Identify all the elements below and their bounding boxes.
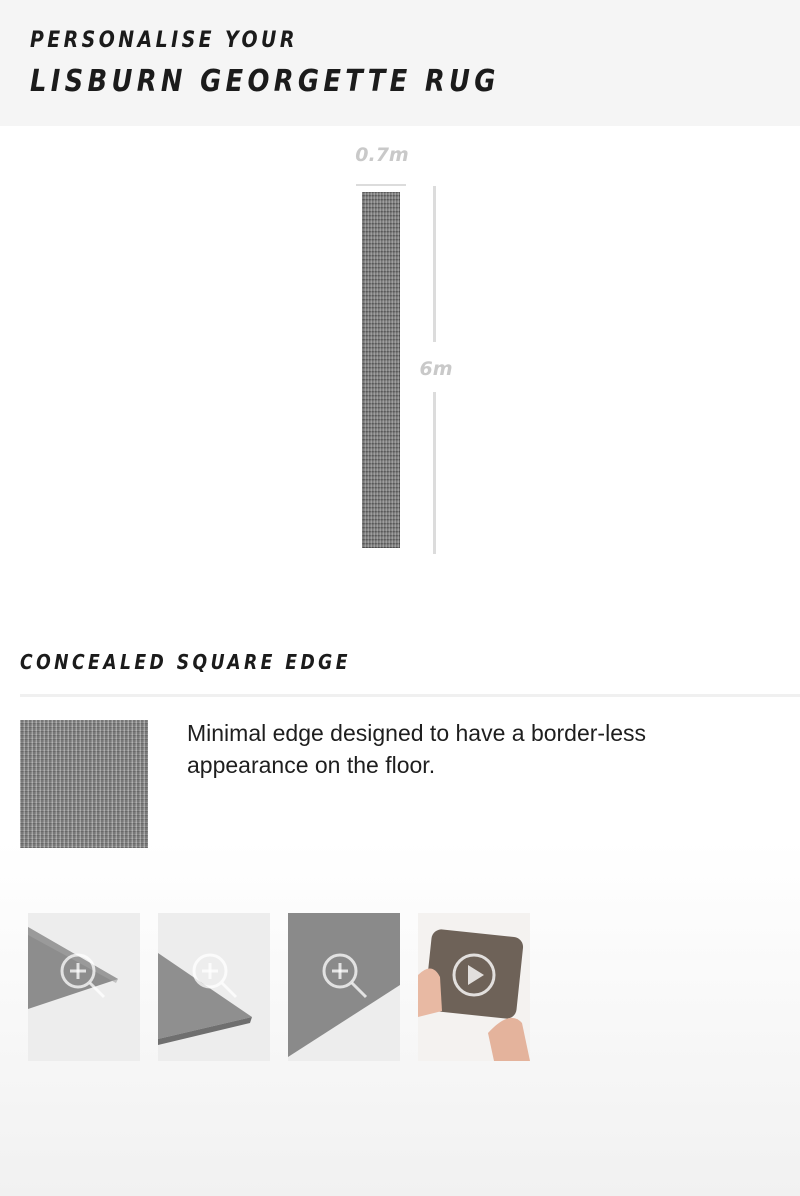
width-dimension-line	[356, 184, 406, 186]
page-header	[0, 0, 800, 126]
width-dimension-label: 0.7m	[355, 144, 409, 166]
rug-size-preview	[0, 126, 800, 596]
gallery-thumb-1[interactable]	[28, 913, 140, 1061]
gallery-thumb-3[interactable]	[288, 913, 400, 1061]
edge-swatch-image[interactable]	[20, 720, 148, 848]
length-dimension-line-top	[433, 186, 436, 342]
gallery-video-thumb[interactable]	[418, 913, 530, 1061]
section-divider	[20, 694, 800, 697]
rug-preview-image	[362, 192, 400, 548]
play-icon	[418, 913, 530, 1061]
edge-section-title: CONCEALED SQUARE EDGE	[20, 650, 351, 674]
zoom-in-icon	[288, 913, 400, 1061]
header-subtitle: PERSONALISE YOUR	[30, 28, 298, 53]
edge-description: Minimal edge designed to have a border-less appearance on the floor.	[187, 720, 646, 778]
zoom-in-icon	[158, 913, 270, 1061]
product-title: LISBURN GEORGETTE RUG	[30, 64, 500, 99]
length-dimension-line-bottom	[433, 392, 436, 554]
gallery-thumb-2[interactable]	[158, 913, 270, 1061]
length-dimension-label: 6m	[419, 358, 453, 380]
zoom-in-icon	[28, 913, 140, 1061]
